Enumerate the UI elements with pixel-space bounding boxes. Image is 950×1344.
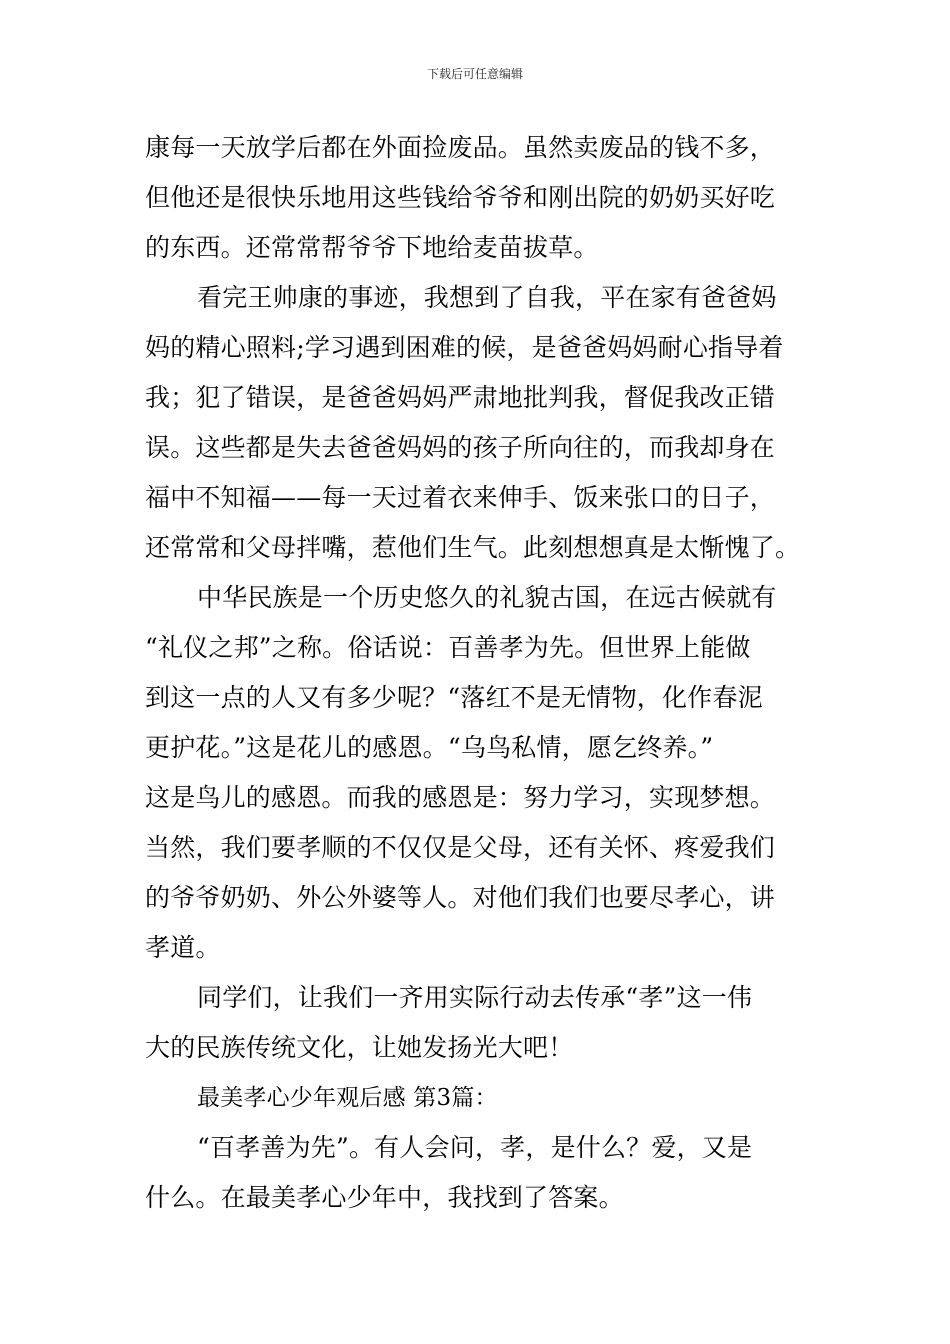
paragraph	[145, 273, 810, 573]
paragraph	[145, 1123, 810, 1223]
text-line: 这是鸟儿的感恩。而我的感恩是：努力学习，实现梦想。	[145, 783, 776, 812]
text-line: 的爷爷奶奶、外公外婆等人。对他们我们也要尽孝心，讲	[145, 883, 776, 912]
text-line: 中华民族是一个历史悠久的礼貌古国，在远古候就有	[197, 583, 777, 612]
text-line: 的东西。还常常帮爷爷下地给麦苗拔草。	[145, 233, 599, 262]
text-line: 但他还是很快乐地用这些钱给爷爷和刚出院的奶奶买好吃	[145, 183, 776, 212]
paragraph	[145, 573, 810, 973]
text-line: 什么。在最美孝心少年中，我找到了答案。	[145, 1183, 624, 1212]
text-line: 误。这些都是失去爸爸妈妈的孩子所向往的，而我却身在	[145, 433, 776, 462]
text-line: 我；犯了错误，是爸爸妈妈严肃地批判我，督促我改正错	[145, 383, 776, 412]
page-header: 下载后可任意编辑	[426, 67, 523, 81]
text-line: 孝道。	[145, 933, 221, 962]
text-line: “百孝善为先”。有人会问，孝，是什么？爱，又是	[197, 1133, 753, 1162]
section-title: 最美孝心少年观后感 第3篇：	[197, 1085, 498, 1111]
paragraph	[145, 973, 810, 1073]
text-line: 更护花。”这是花儿的感恩。“乌鸟私情，愿乞终养。”	[145, 733, 714, 762]
text-line: 还常常和父母拌嘴，惹他们生气。此刻想想真是太惭愧了。	[145, 533, 801, 562]
text-line: 同学们，让我们一齐用实际行动去传承“孝”这一伟	[197, 983, 753, 1012]
document-body	[145, 123, 810, 1223]
section-heading	[145, 1073, 810, 1123]
text-line: 到这一点的人又有多少呢？“落红不是无情物，化作春泥	[145, 683, 763, 712]
text-line: 看完王帅康的事迹，我想到了自我，平在家有爸爸妈	[197, 283, 777, 312]
text-line: 福中不知福——每一天过着衣来伸手、饭来张口的日子，	[145, 483, 776, 512]
text-line: 康每一天放学后都在外面捡废品。虽然卖废品的钱不多，	[145, 133, 776, 162]
paragraph	[145, 123, 810, 273]
text-line: 妈的精心照料;学习遇到困难的候，是爸爸妈妈耐心指导着	[145, 333, 784, 362]
text-line: 当然，我们要孝顺的不仅仅是父母，还有关怀、疼爱我们	[145, 833, 776, 862]
text-line: “礼仪之邦”之称。俗话说：百善孝为先。但世界上能做	[145, 633, 751, 662]
text-line: 大的民族传统文化，让她发扬光大吧！	[145, 1033, 574, 1062]
